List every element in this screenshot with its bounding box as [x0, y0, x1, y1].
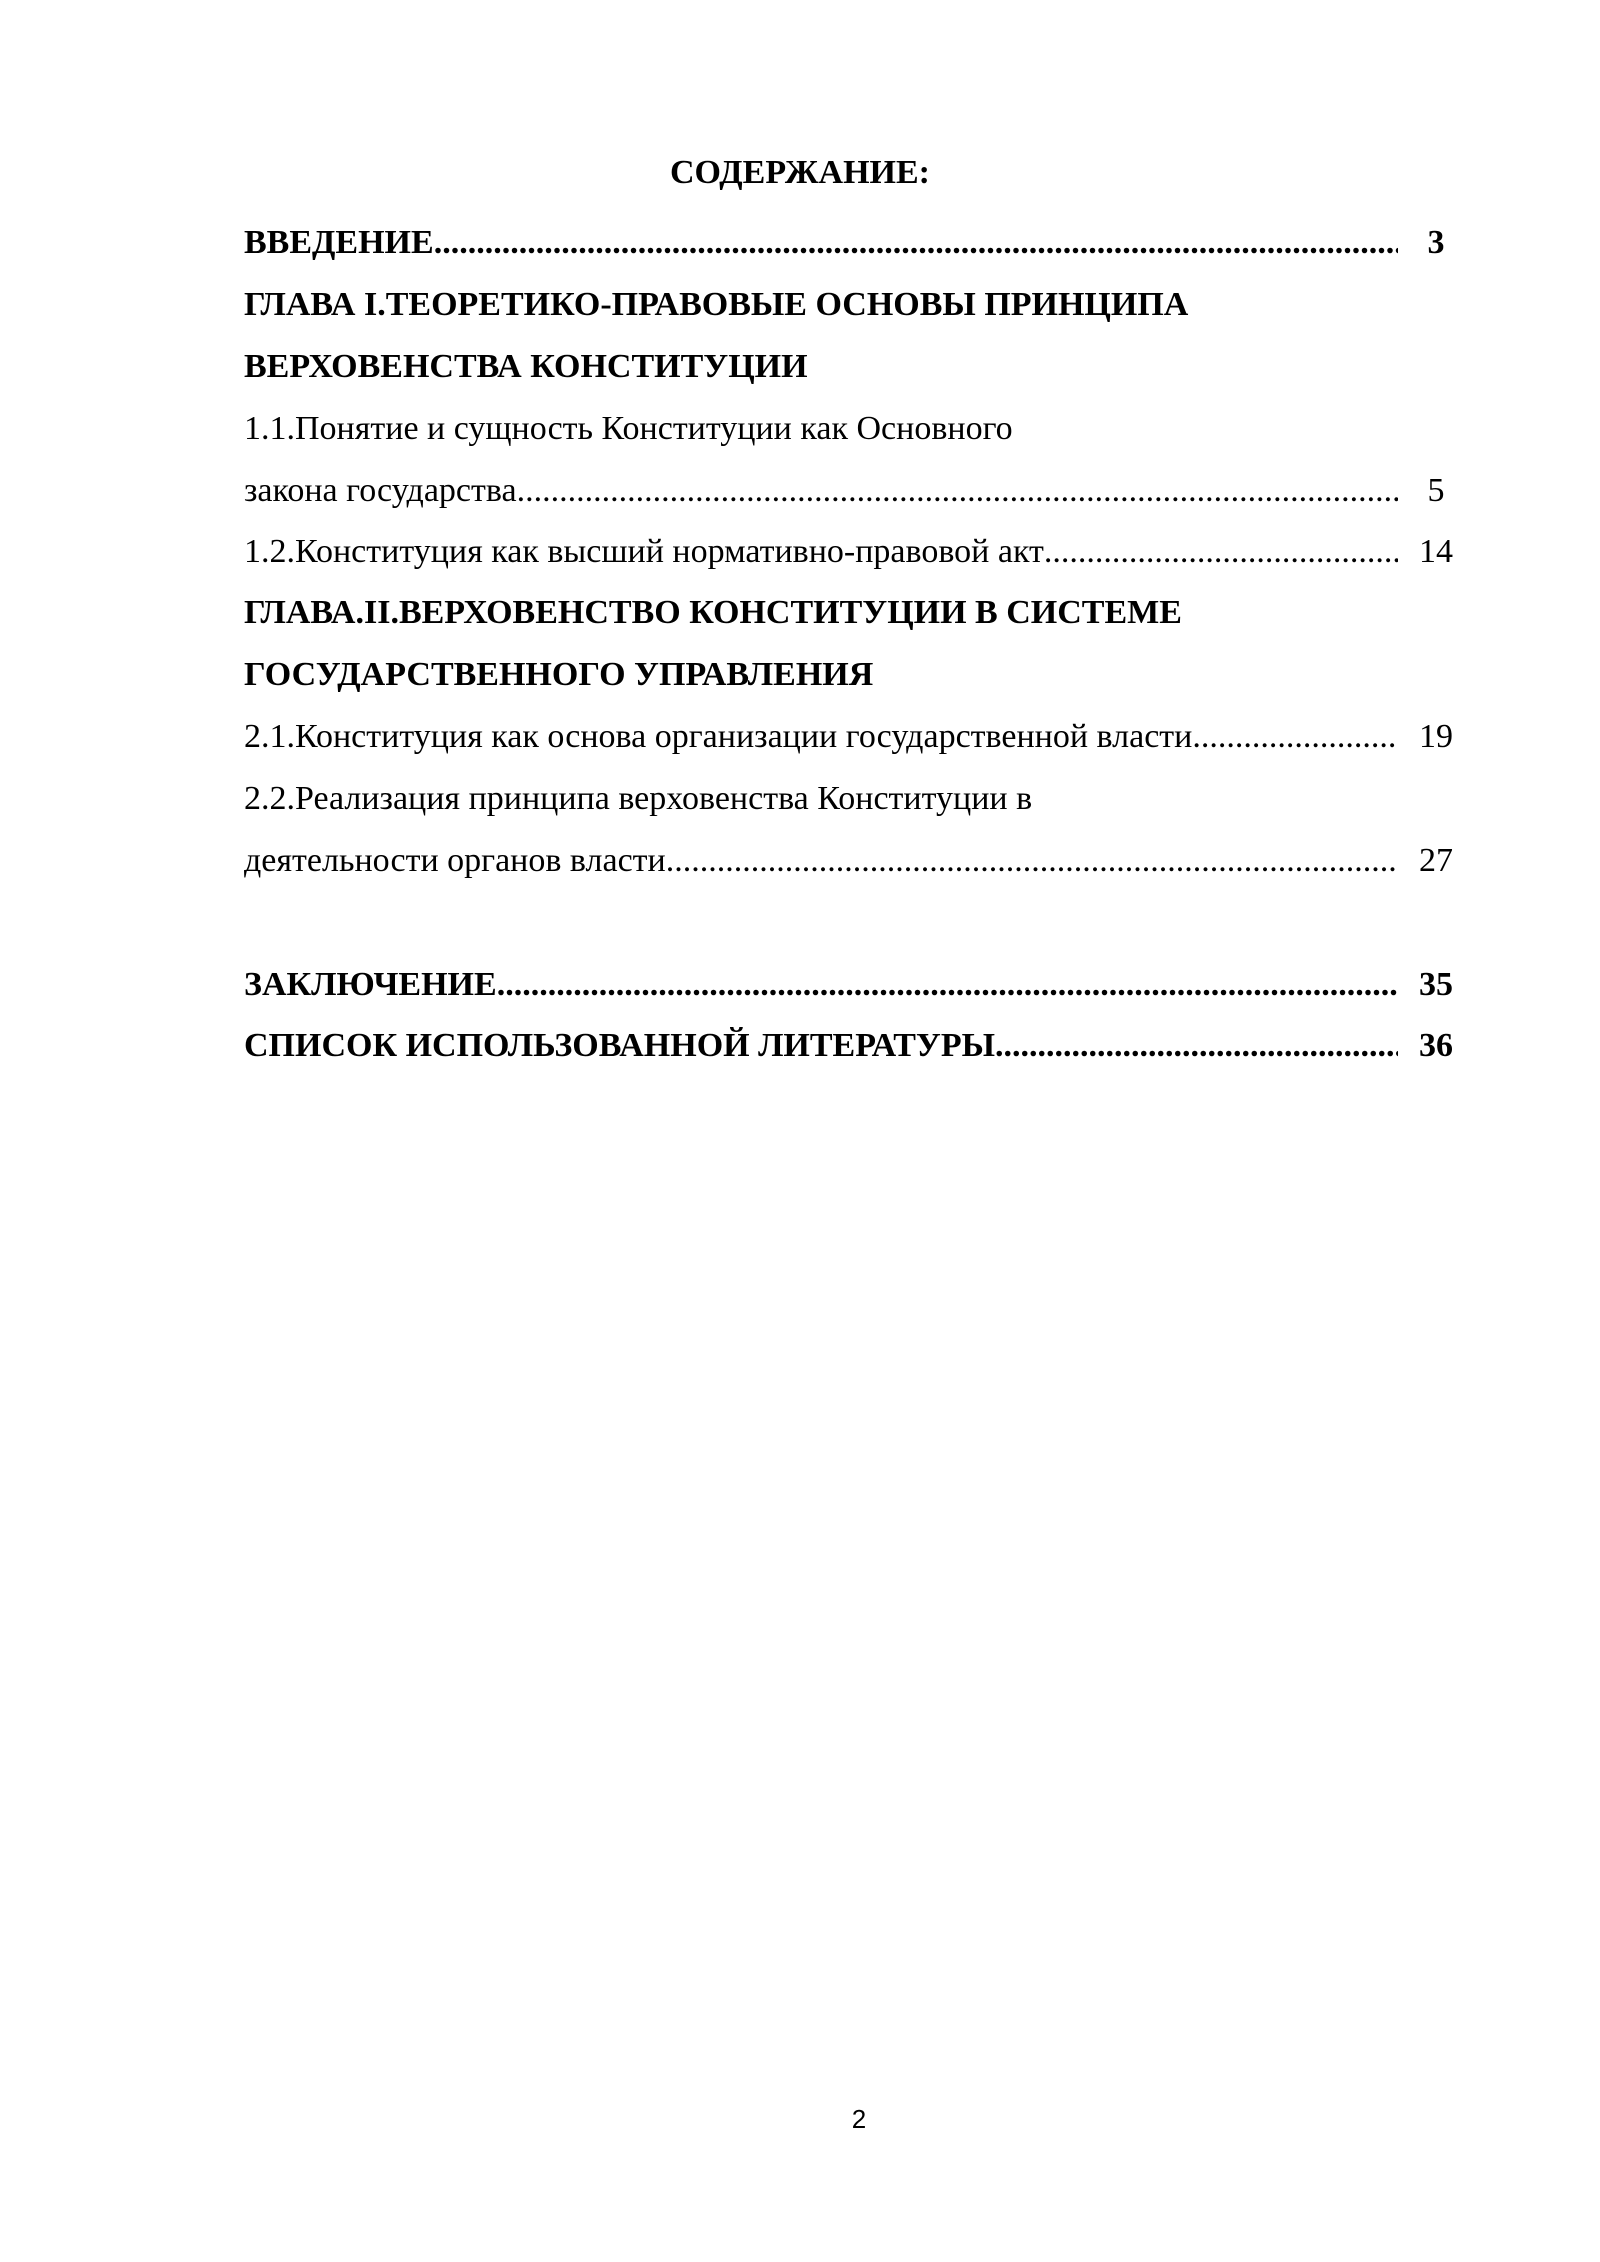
toc-chapter-2-heading-line1[interactable]: ГЛАВА.II.ВЕРХОВЕНСТВО КОНСТИТУЦИИ В СИСТЕМЕ: [244, 594, 1182, 631]
toc-entry-introduction[interactable]: [244, 212, 1474, 274]
toc-entry-text: деятельности органов власти: [244, 842, 666, 879]
toc-chapter-2-heading-line2[interactable]: ГОСУДАРСТВЕННОГО УПРАВЛЕНИЯ: [244, 656, 874, 693]
toc-chapter-1-heading-line2[interactable]: ВЕРХОВЕНСТВА КОНСТИТУЦИИ: [244, 348, 808, 385]
toc-page-number: 5: [1427, 472, 1445, 509]
toc-entry-2-2-line1[interactable]: 2.2.Реализация принципа верховенства Конституции в: [244, 780, 1033, 817]
toc-entry-text: 1.2.Конституция как высший нормативно-правовой акт: [244, 533, 1044, 570]
toc-entry-2-1[interactable]: [244, 706, 1474, 768]
toc-entry-1-2[interactable]: [244, 522, 1474, 582]
toc-page-number: 36: [1419, 1027, 1453, 1064]
toc-entry-2-2[interactable]: [244, 830, 1474, 892]
toc-entry-bibliography[interactable]: [244, 1016, 1474, 1076]
toc-entry-1-1-line1[interactable]: 1.1.Понятие и сущность Конституции как Основного: [244, 410, 1013, 447]
toc-title: СОДЕРЖАНИЕ:: [669, 154, 930, 191]
page-number-footer: 2: [851, 2104, 867, 2134]
toc-leader-dots: [497, 954, 1398, 1016]
toc-entry-text: ЗАКЛЮЧЕНИЕ: [244, 966, 497, 1003]
toc-entry-text: ВВЕДЕНИЕ: [244, 224, 434, 261]
toc-leader-dots: [666, 830, 1398, 892]
toc-chapter-1-heading-line1[interactable]: ГЛАВА I.ТЕОРЕТИКО-ПРАВОВЫЕ ОСНОВЫ ПРИНЦИПА: [244, 286, 1189, 323]
toc-leader-dots: [517, 460, 1398, 522]
toc-leader-dots: [1044, 522, 1398, 582]
toc-entry-conclusion[interactable]: [244, 954, 1474, 1016]
table-of-contents: [244, 212, 1474, 1076]
toc-entry-text: 2.1.Конституция как основа организации государственной власти: [244, 718, 1193, 755]
toc-entry-text: закона государства: [244, 472, 517, 509]
toc-leader-dots: [995, 1016, 1398, 1076]
toc-page-number: 27: [1419, 842, 1453, 879]
toc-entry-text: СПИСОК ИСПОЛЬЗОВАННОЙ ЛИТЕРАТУРЫ: [244, 1027, 995, 1064]
toc-page-number: 3: [1427, 224, 1445, 261]
toc-entry-1-1[interactable]: [244, 460, 1474, 522]
toc-spacer: [244, 892, 1474, 954]
toc-page-number: 19: [1419, 718, 1453, 755]
toc-page-number: 35: [1419, 966, 1453, 1003]
toc-leader-dots: [1192, 706, 1398, 768]
toc-page-number: 14: [1419, 533, 1453, 570]
toc-leader-dots: [434, 212, 1398, 274]
